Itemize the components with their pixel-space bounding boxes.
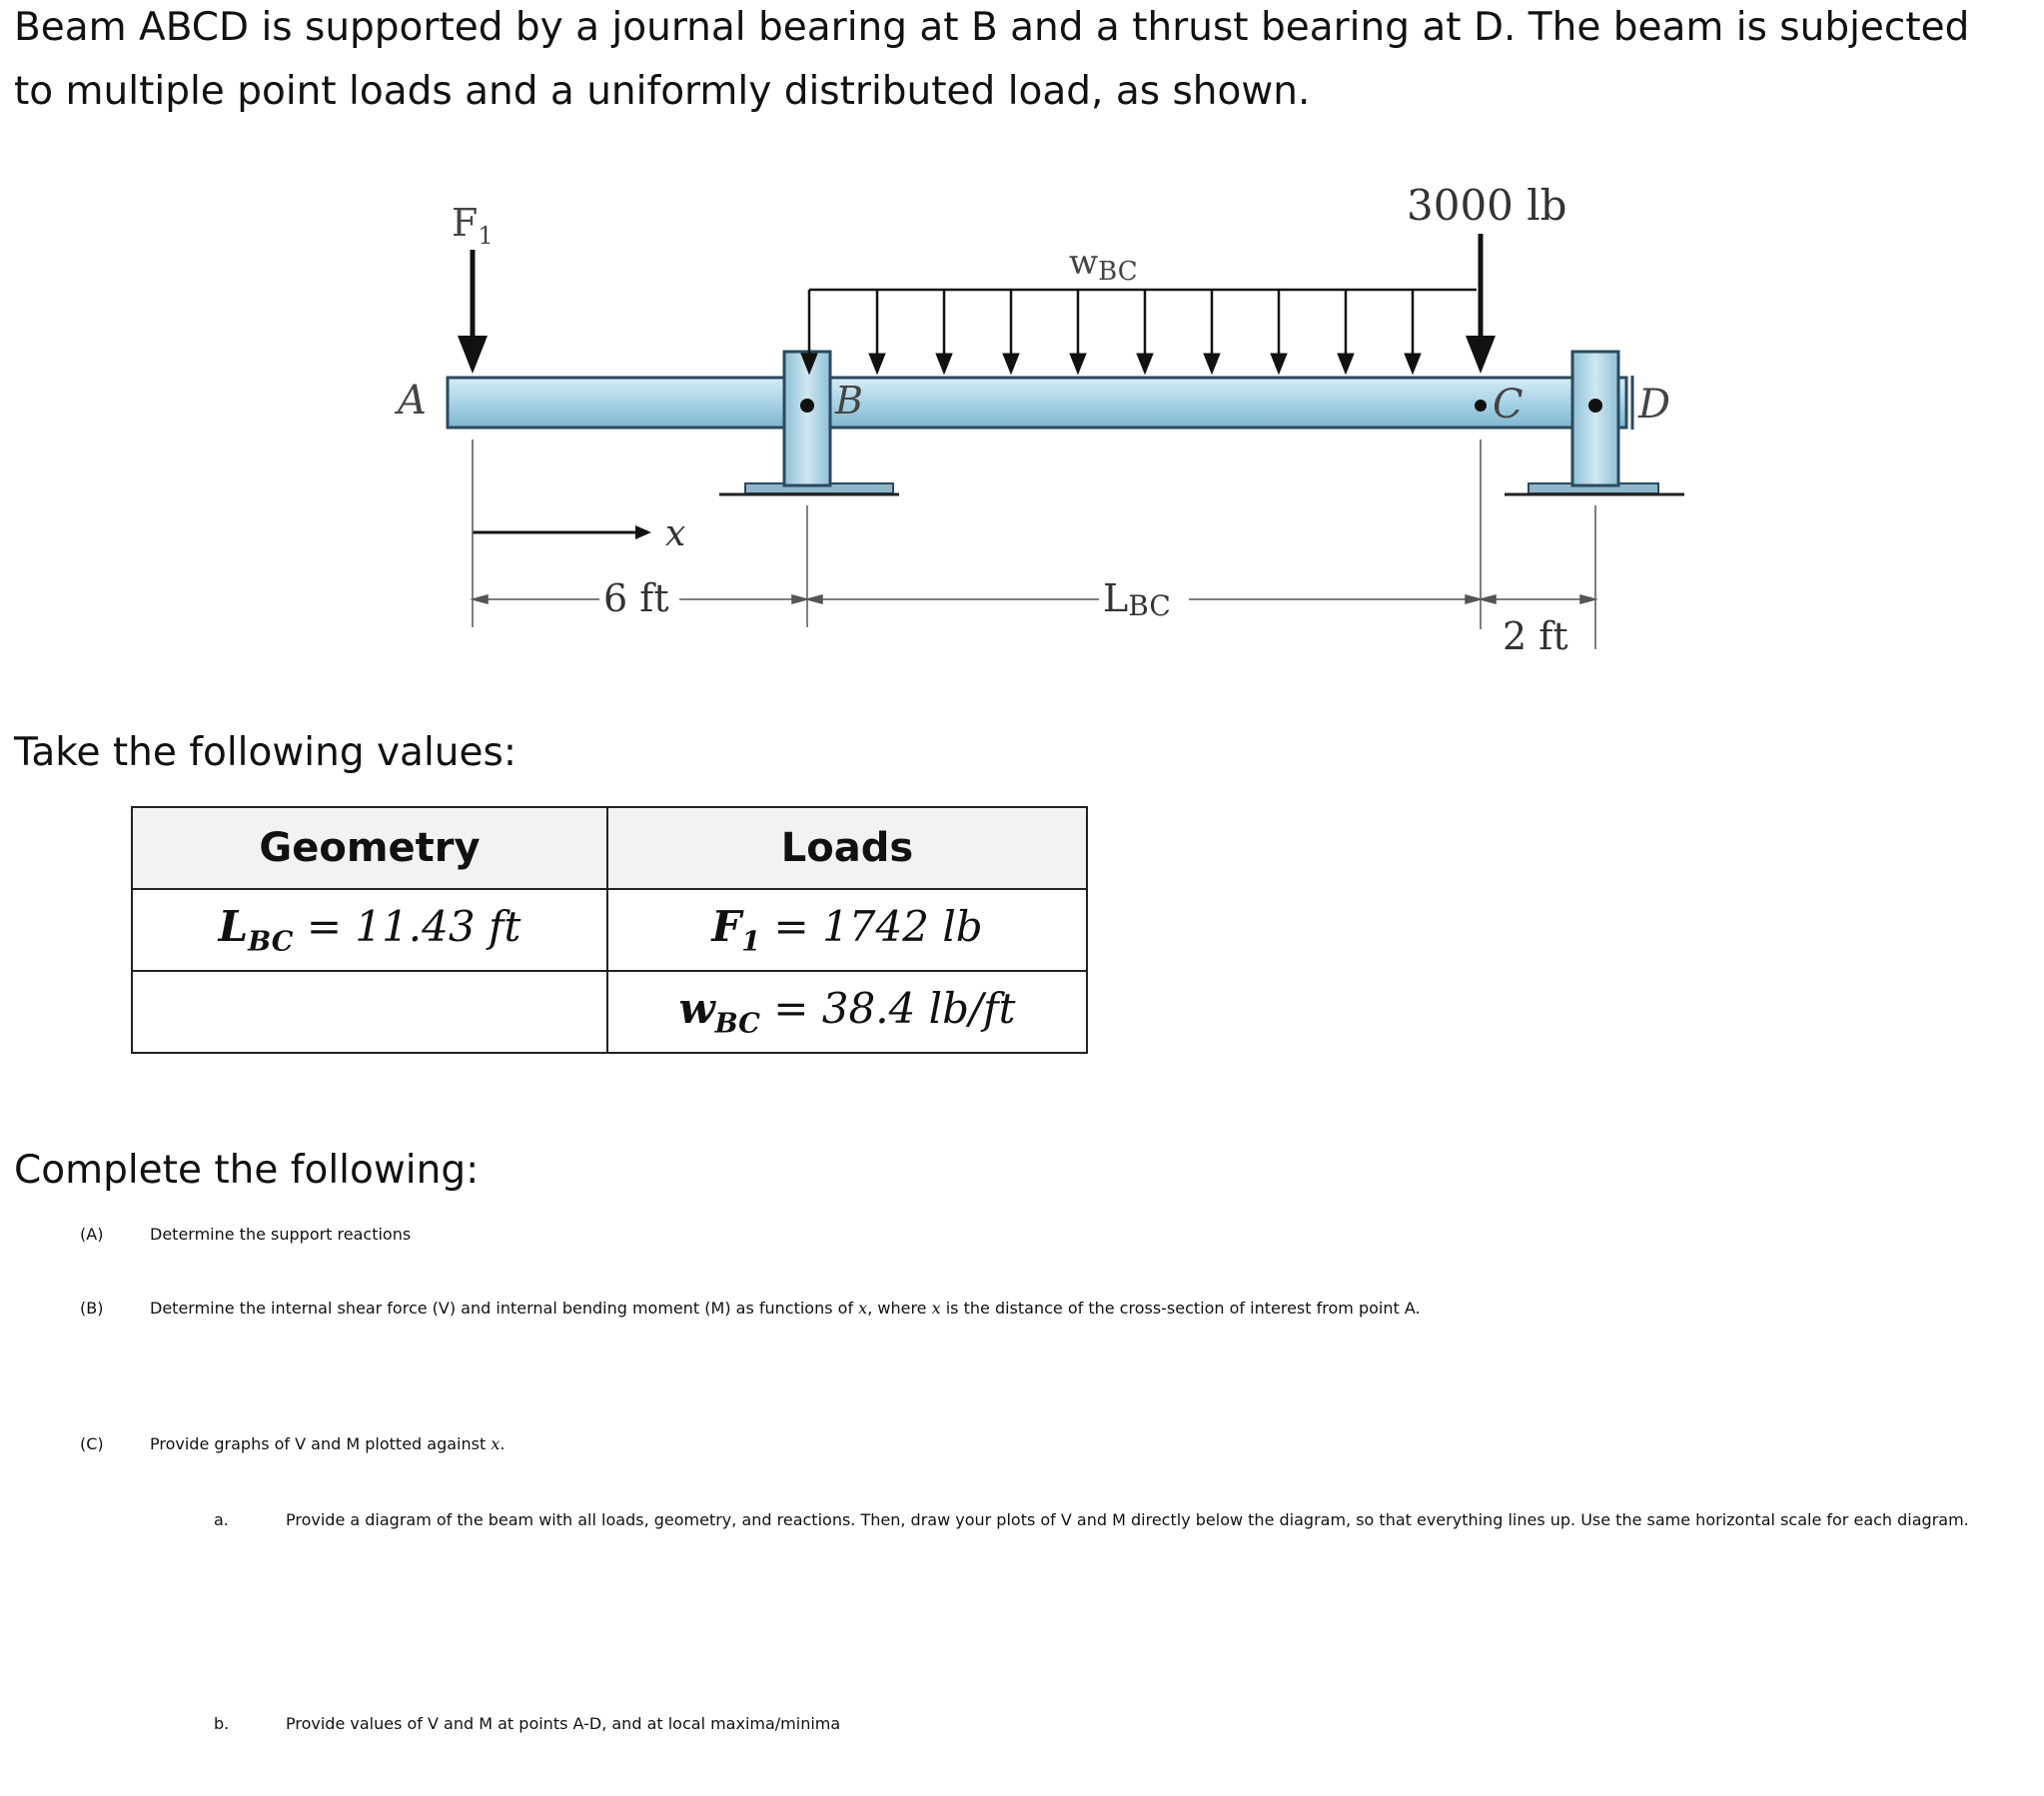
task-text: Provide graphs of V and M plotted against x. — [150, 1434, 506, 1453]
point-B-label: B — [835, 379, 863, 423]
cell-wBC: $w_{BC} = 38.4$ lb/ft — [607, 971, 1087, 1053]
subtask-label: b. — [214, 1714, 230, 1733]
cell-empty — [132, 971, 607, 1053]
distributed-load-wBC — [801, 290, 1477, 374]
task-label: (C) — [80, 1434, 104, 1453]
subtask-label: a. — [214, 1510, 229, 1529]
values-table — [131, 806, 1088, 1054]
dim-LBC-label: LBC — [1103, 576, 1171, 622]
load-3000lb-label: 3000 lb — [1407, 181, 1567, 230]
beam-body — [448, 378, 1626, 428]
dim-2ft-label: 2 ft — [1503, 614, 1568, 658]
header-geometry: Geometry — [132, 807, 607, 889]
complete-heading: Complete the following: — [14, 1148, 480, 1193]
point-C-label: C — [1493, 382, 1524, 428]
subtask-text: Provide values of V and M at points A-D, and at local maxima/minima — [286, 1714, 841, 1733]
point-C-dot — [1475, 400, 1487, 412]
task-text: Determine the internal shear force (V) and internal bending moment (M) as functions of x, where x is the distance of the cross-section of interest from point A. — [150, 1299, 1421, 1318]
dim-6ft-label: 6 ft — [603, 576, 669, 620]
wBC-label: wBC — [1069, 243, 1138, 287]
cell-F1: $F_1 = 1742$ lb — [607, 889, 1087, 971]
load-3000lb-arrow — [1466, 234, 1496, 374]
subtask-text: Provide a diagram of the beam with all loads, geometry, and reactions. Then, draw your plots of V and M directly below the diagram, so that everything lines up. Use the same horizontal scale for each diagram. — [286, 1510, 1969, 1529]
table-row — [132, 971, 1087, 1053]
table-header-row — [132, 807, 1087, 889]
F1-arrow — [458, 250, 488, 374]
table-row — [132, 889, 1087, 971]
F1-label: $F_1$ — [452, 201, 494, 250]
take-values-text: Take the following values: — [14, 730, 516, 775]
x-axis-arrow — [473, 525, 651, 539]
header-loads: Loads — [607, 807, 1087, 889]
cell-LBC: $L_{BC} = 11.43$ ft — [132, 889, 607, 971]
x-axis-label: x — [665, 513, 686, 554]
task-label: (B) — [80, 1299, 104, 1318]
point-A-label: A — [398, 378, 427, 424]
beam-diagram — [0, 130, 1718, 689]
problem-statement: Beam ABCD is supported by a journal bearing at B and a thrust bearing at D. The beam is subjected to multiple point loads and a uniformly distributed load, as shown. — [14, 5, 1970, 114]
task-text: Determine the support reactions — [150, 1225, 412, 1244]
task-label: (A) — [80, 1225, 104, 1244]
point-D-label: D — [1638, 382, 1671, 428]
